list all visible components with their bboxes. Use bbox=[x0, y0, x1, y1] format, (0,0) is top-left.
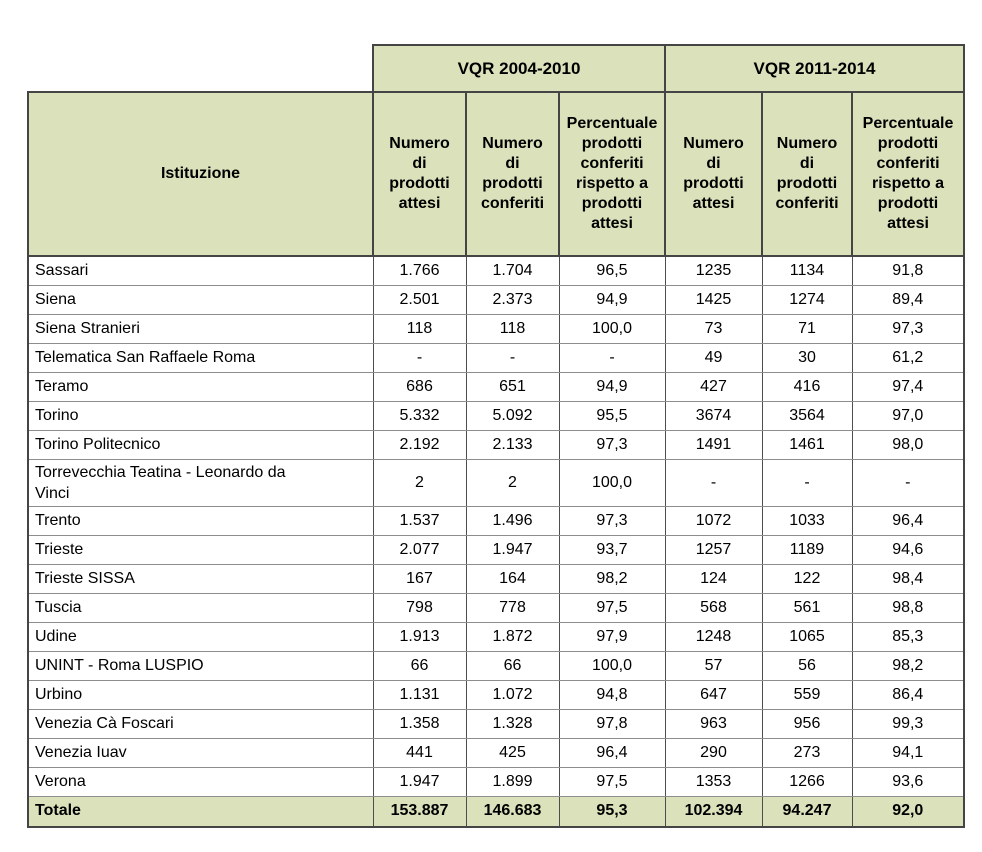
value-cell: 100,0 bbox=[559, 314, 665, 343]
institution-label: Udine bbox=[35, 628, 77, 645]
value-cell: 1.537 bbox=[373, 506, 466, 535]
institution-label: Trieste bbox=[35, 541, 84, 558]
value-cell: 94,8 bbox=[559, 680, 665, 709]
group-header-vqr-2011-2014: VQR 2011-2014 bbox=[665, 45, 964, 92]
value-cell: 1.947 bbox=[466, 535, 559, 564]
value-cell: 124 bbox=[665, 564, 762, 593]
value-cell: 100,0 bbox=[559, 459, 665, 506]
institution-label: Venezia Cà Foscari bbox=[35, 715, 174, 732]
value-cell: 2.077 bbox=[373, 535, 466, 564]
value-cell: 1235 bbox=[665, 256, 762, 285]
table-header bbox=[28, 45, 964, 256]
value-cell: 66 bbox=[373, 651, 466, 680]
value-cell: 98,8 bbox=[852, 593, 964, 622]
institution-cell bbox=[28, 709, 373, 738]
column-header-istituzione: Istituzione bbox=[28, 92, 373, 256]
value-cell: 1.766 bbox=[373, 256, 466, 285]
table-row bbox=[28, 738, 964, 767]
value-cell: 1425 bbox=[665, 285, 762, 314]
value-cell: 94,9 bbox=[559, 372, 665, 401]
value-cell: 94,6 bbox=[852, 535, 964, 564]
value-cell: 93,6 bbox=[852, 767, 964, 796]
institution-label: UNINT - Roma LUSPIO bbox=[35, 657, 204, 674]
value-cell: 122 bbox=[762, 564, 852, 593]
value-cell: 441 bbox=[373, 738, 466, 767]
value-cell: 1.704 bbox=[466, 256, 559, 285]
value-cell: 98,2 bbox=[559, 564, 665, 593]
value-cell: 416 bbox=[762, 372, 852, 401]
institution-cell bbox=[28, 564, 373, 593]
value-cell: 686 bbox=[373, 372, 466, 401]
value-cell: 2.133 bbox=[466, 430, 559, 459]
value-cell: - bbox=[466, 343, 559, 372]
value-cell: 99,3 bbox=[852, 709, 964, 738]
group-header-vqr-2004-2010: VQR 2004-2010 bbox=[373, 45, 665, 92]
value-cell: 1.131 bbox=[373, 680, 466, 709]
value-cell: 1.872 bbox=[466, 622, 559, 651]
value-cell: 49 bbox=[665, 343, 762, 372]
institution-label: Torino Politecnico bbox=[35, 436, 161, 453]
value-cell: 96,4 bbox=[559, 738, 665, 767]
institution-cell bbox=[28, 430, 373, 459]
table-row bbox=[28, 622, 964, 651]
value-cell: 97,5 bbox=[559, 593, 665, 622]
institution-label: Telematica San Raffaele Roma bbox=[35, 349, 256, 366]
group-header-row bbox=[28, 45, 964, 92]
institution-label: Trento bbox=[35, 512, 81, 529]
column-header-conferiti-2004: Numero di prodotti conferiti bbox=[466, 92, 559, 256]
table-row bbox=[28, 593, 964, 622]
value-cell: 1.496 bbox=[466, 506, 559, 535]
table-row bbox=[28, 401, 964, 430]
value-cell: 651 bbox=[466, 372, 559, 401]
institution-label: Verona bbox=[35, 773, 86, 790]
table-row bbox=[28, 506, 964, 535]
value-cell: - bbox=[852, 459, 964, 506]
value-cell: 97,3 bbox=[559, 430, 665, 459]
value-cell: 118 bbox=[466, 314, 559, 343]
value-cell: 1033 bbox=[762, 506, 852, 535]
table-row bbox=[28, 564, 964, 593]
value-cell: 2.192 bbox=[373, 430, 466, 459]
value-cell: 1.072 bbox=[466, 680, 559, 709]
value-cell: 1266 bbox=[762, 767, 852, 796]
institution-label: Teramo bbox=[35, 378, 89, 395]
value-cell: 2 bbox=[373, 459, 466, 506]
column-header-percentuale-2011: Percentuale prodotti conferiti rispetto a prodotti attesi bbox=[852, 92, 964, 256]
vqr-comparison-table bbox=[27, 44, 965, 828]
institution-label: Siena bbox=[35, 291, 76, 308]
value-cell: 568 bbox=[665, 593, 762, 622]
value-cell: 1.947 bbox=[373, 767, 466, 796]
value-cell: 559 bbox=[762, 680, 852, 709]
value-cell: 5.092 bbox=[466, 401, 559, 430]
value-cell: 1.328 bbox=[466, 709, 559, 738]
value-cell: 56 bbox=[762, 651, 852, 680]
value-cell: 1.899 bbox=[466, 767, 559, 796]
value-cell: 30 bbox=[762, 343, 852, 372]
value-cell: 1.358 bbox=[373, 709, 466, 738]
institution-cell bbox=[28, 285, 373, 314]
value-cell: 2.373 bbox=[466, 285, 559, 314]
value-cell: - bbox=[559, 343, 665, 372]
value-cell: 1072 bbox=[665, 506, 762, 535]
value-cell: - bbox=[762, 459, 852, 506]
value-cell: 98,0 bbox=[852, 430, 964, 459]
institution-cell bbox=[28, 767, 373, 796]
table-row bbox=[28, 680, 964, 709]
institution-cell bbox=[28, 593, 373, 622]
value-cell: 647 bbox=[665, 680, 762, 709]
institution-cell bbox=[28, 506, 373, 535]
value-cell: 97,8 bbox=[559, 709, 665, 738]
column-header-attesi-2004: Numero di prodotti attesi bbox=[373, 92, 466, 256]
institution-label: Torino bbox=[35, 407, 79, 424]
column-header-attesi-2011: Numero di prodotti attesi bbox=[665, 92, 762, 256]
table-row bbox=[28, 459, 964, 506]
institution-label: Trieste SISSA bbox=[35, 570, 135, 587]
value-cell: 425 bbox=[466, 738, 559, 767]
value-cell: 98,4 bbox=[852, 564, 964, 593]
total-row bbox=[28, 796, 964, 827]
value-cell: 290 bbox=[665, 738, 762, 767]
value-cell: 427 bbox=[665, 372, 762, 401]
table-row bbox=[28, 430, 964, 459]
table-row bbox=[28, 343, 964, 372]
institution-cell bbox=[28, 256, 373, 285]
institution-label: Sassari bbox=[35, 262, 89, 280]
value-cell: 1065 bbox=[762, 622, 852, 651]
total-label-cell: Totale bbox=[28, 796, 373, 827]
total-value-cell: 94.247 bbox=[762, 796, 852, 827]
value-cell: 3564 bbox=[762, 401, 852, 430]
table-row bbox=[28, 285, 964, 314]
value-cell: 57 bbox=[665, 651, 762, 680]
value-cell: 97,0 bbox=[852, 401, 964, 430]
value-cell: - bbox=[665, 459, 762, 506]
column-header-row bbox=[28, 92, 964, 256]
value-cell: - bbox=[373, 343, 466, 372]
table-row bbox=[28, 651, 964, 680]
table-row bbox=[28, 372, 964, 401]
value-cell: 273 bbox=[762, 738, 852, 767]
value-cell: 798 bbox=[373, 593, 466, 622]
table-body bbox=[28, 256, 964, 796]
value-cell: 1257 bbox=[665, 535, 762, 564]
total-value-cell: 146.683 bbox=[466, 796, 559, 827]
value-cell: 1274 bbox=[762, 285, 852, 314]
table-row bbox=[28, 314, 964, 343]
value-cell: 5.332 bbox=[373, 401, 466, 430]
value-cell: 97,9 bbox=[559, 622, 665, 651]
institution-cell bbox=[28, 535, 373, 564]
value-cell: 89,4 bbox=[852, 285, 964, 314]
value-cell: 2.501 bbox=[373, 285, 466, 314]
value-cell: 91,8 bbox=[852, 256, 964, 285]
value-cell: 96,5 bbox=[559, 256, 665, 285]
institution-cell bbox=[28, 343, 373, 372]
institution-label: Siena Stranieri bbox=[35, 320, 140, 337]
value-cell: 118 bbox=[373, 314, 466, 343]
total-value-cell: 102.394 bbox=[665, 796, 762, 827]
institution-cell bbox=[28, 401, 373, 430]
column-header-percentuale-2004: Percentuale prodotti conferiti rispetto a prodotti attesi bbox=[559, 92, 665, 256]
value-cell: 93,7 bbox=[559, 535, 665, 564]
value-cell: 1189 bbox=[762, 535, 852, 564]
value-cell: 963 bbox=[665, 709, 762, 738]
value-cell: 94,1 bbox=[852, 738, 964, 767]
value-cell: 95,5 bbox=[559, 401, 665, 430]
institution-cell bbox=[28, 680, 373, 709]
value-cell: 164 bbox=[466, 564, 559, 593]
value-cell: 97,3 bbox=[559, 506, 665, 535]
value-cell: 71 bbox=[762, 314, 852, 343]
value-cell: 97,3 bbox=[852, 314, 964, 343]
value-cell: 3674 bbox=[665, 401, 762, 430]
value-cell: 1134 bbox=[762, 256, 852, 285]
institution-label: Venezia Iuav bbox=[35, 744, 127, 761]
value-cell: 73 bbox=[665, 314, 762, 343]
institution-cell bbox=[28, 622, 373, 651]
institution-cell bbox=[28, 372, 373, 401]
total-value-cell: 153.887 bbox=[373, 796, 466, 827]
value-cell: 61,2 bbox=[852, 343, 964, 372]
value-cell: 96,4 bbox=[852, 506, 964, 535]
value-cell: 1461 bbox=[762, 430, 852, 459]
table-footer bbox=[28, 796, 964, 827]
institution-cell bbox=[28, 314, 373, 343]
value-cell: 1.913 bbox=[373, 622, 466, 651]
table-row bbox=[28, 535, 964, 564]
value-cell: 778 bbox=[466, 593, 559, 622]
value-cell: 94,9 bbox=[559, 285, 665, 314]
value-cell: 561 bbox=[762, 593, 852, 622]
institution-cell bbox=[28, 459, 373, 506]
value-cell: 85,3 bbox=[852, 622, 964, 651]
value-cell: 1491 bbox=[665, 430, 762, 459]
total-value-cell: 92,0 bbox=[852, 796, 964, 827]
value-cell: 167 bbox=[373, 564, 466, 593]
table-row bbox=[28, 256, 964, 285]
value-cell: 1248 bbox=[665, 622, 762, 651]
value-cell: 97,5 bbox=[559, 767, 665, 796]
value-cell: 1353 bbox=[665, 767, 762, 796]
institution-cell bbox=[28, 738, 373, 767]
value-cell: 66 bbox=[466, 651, 559, 680]
value-cell: 98,2 bbox=[852, 651, 964, 680]
institution-label: Tuscia bbox=[35, 599, 82, 616]
value-cell: 97,4 bbox=[852, 372, 964, 401]
value-cell: 100,0 bbox=[559, 651, 665, 680]
value-cell: 86,4 bbox=[852, 680, 964, 709]
institution-cell bbox=[28, 651, 373, 680]
table-row bbox=[28, 767, 964, 796]
institution-label: Urbino bbox=[35, 686, 83, 703]
value-cell: 2 bbox=[466, 459, 559, 506]
column-header-conferiti-2011: Numero di prodotti conferiti bbox=[762, 92, 852, 256]
value-cell: 956 bbox=[762, 709, 852, 738]
blank-corner-cell bbox=[28, 45, 373, 92]
table-row bbox=[28, 709, 964, 738]
total-value-cell: 95,3 bbox=[559, 796, 665, 827]
institution-label: Torrevecchia Teatina - Leonardo da Vinci bbox=[35, 463, 286, 502]
